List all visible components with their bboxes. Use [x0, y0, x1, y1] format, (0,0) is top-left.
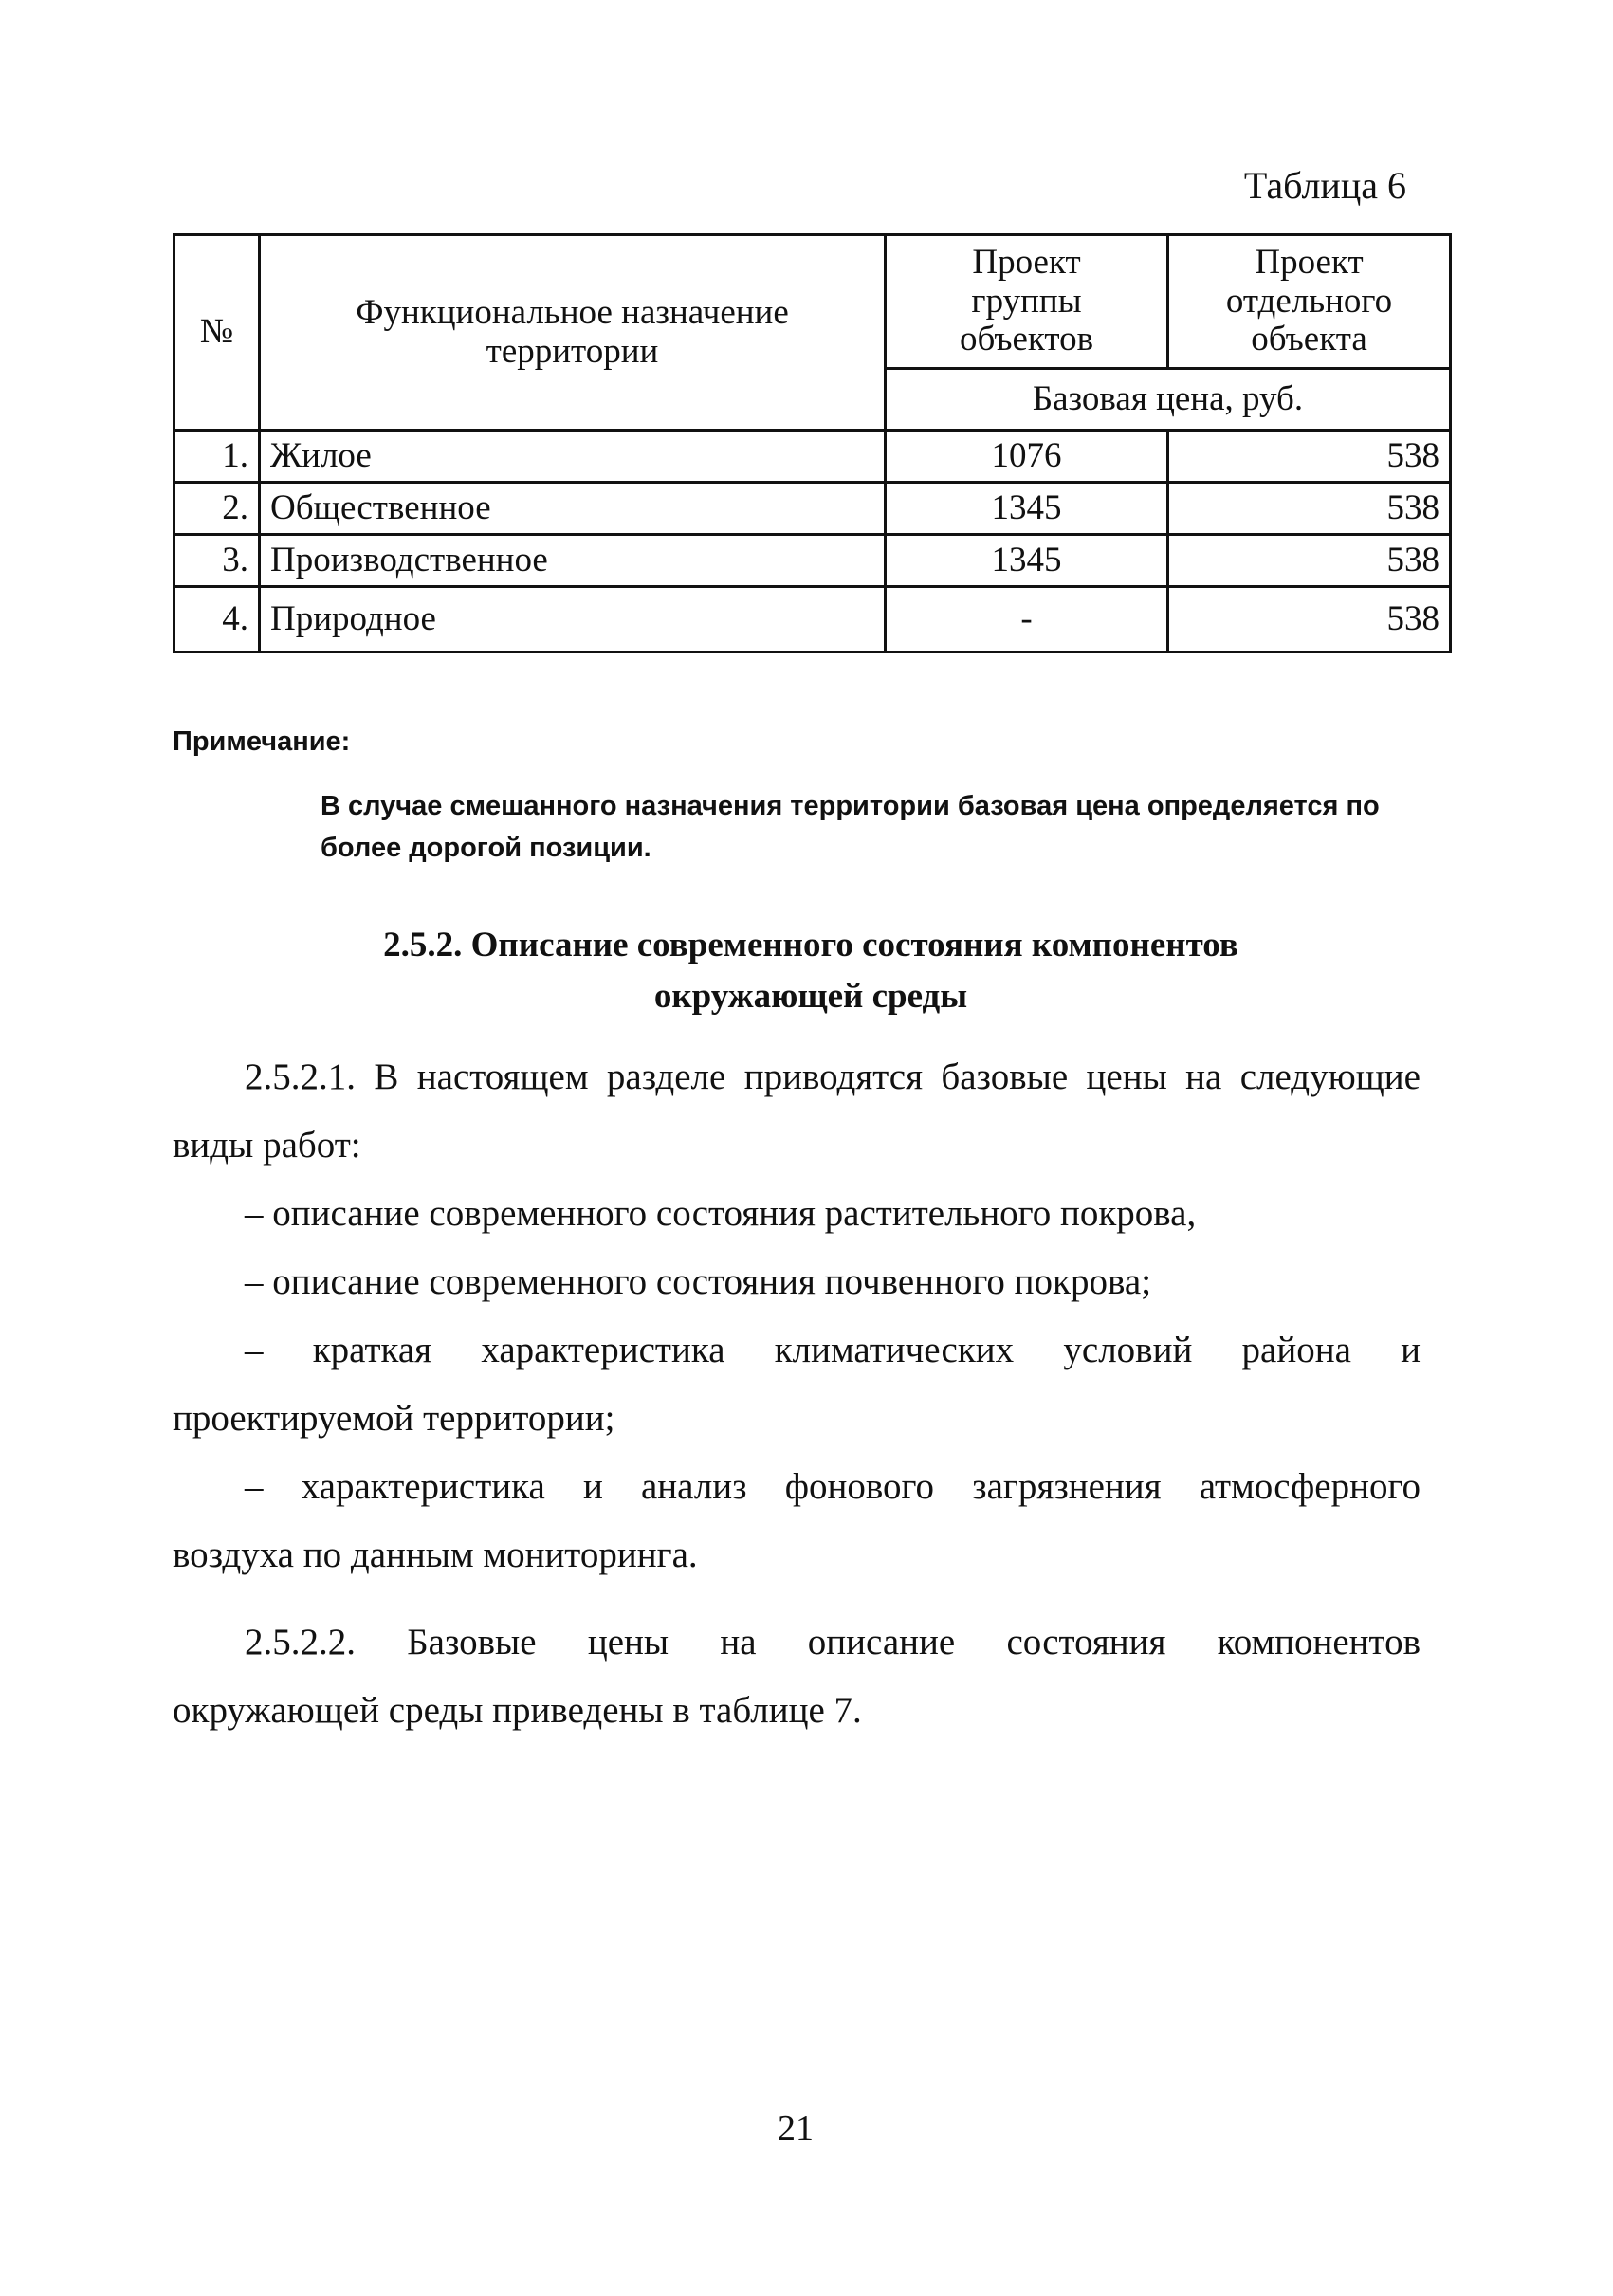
- section-heading: [173, 920, 1449, 1022]
- list-item-continuation: воздуха по данным мониторинга.: [173, 1534, 698, 1575]
- list-item: – описание современного состояния растительного покрова,: [245, 1193, 1197, 1234]
- row-group-price: 1076: [886, 431, 1168, 483]
- row-name: Природное: [260, 587, 886, 652]
- row-name: Производственное: [260, 535, 886, 587]
- row-group-price: 1345: [886, 483, 1168, 535]
- list-item: – характеристика и анализ фонового загрязнения атмосферного: [245, 1466, 1421, 1507]
- table-header-row: [174, 235, 1451, 369]
- paragraph-1-line1: 2.5.2.1. В настоящем разделе приводятся базовые цены на следующие: [245, 1056, 1421, 1097]
- row-name: Общественное: [260, 483, 886, 535]
- table-row: [174, 483, 1451, 535]
- header-single-project: Проект отдельного объекта: [1168, 235, 1451, 369]
- row-num: 2.: [174, 483, 260, 535]
- paragraph-2-line2: окружающей среды приведены в таблице 7.: [173, 1690, 862, 1731]
- row-name: Жилое: [260, 431, 886, 483]
- row-group-price: -: [886, 587, 1168, 652]
- paragraph-1-line2: виды работ:: [173, 1125, 361, 1166]
- table-row: [174, 587, 1451, 652]
- table-row: [174, 431, 1451, 483]
- header-function: Функциональное назначение территории: [260, 235, 886, 431]
- section-heading-line1: 2.5.2. Описание современного состояния компонентов: [383, 926, 1238, 964]
- row-single-price: 538: [1168, 483, 1451, 535]
- list-item: – описание современного состояния почвенного покрова;: [245, 1261, 1152, 1302]
- page-number: 21: [778, 2108, 814, 2148]
- price-table: [173, 233, 1452, 653]
- section-heading-line2: окружающей среды: [653, 977, 968, 1016]
- note-label: Примечание:: [173, 726, 351, 757]
- row-num: 3.: [174, 535, 260, 587]
- list-item-continuation: проектируемой территории;: [173, 1398, 615, 1439]
- row-single-price: 538: [1168, 535, 1451, 587]
- row-group-price: 1345: [886, 535, 1168, 587]
- list-item: – краткая характеристика климатических условий района и: [245, 1330, 1421, 1370]
- header-num: №: [174, 235, 260, 431]
- row-num: 4.: [174, 587, 260, 652]
- header-base-price: Базовая цена, руб.: [886, 369, 1451, 431]
- table-row: [174, 535, 1451, 587]
- note-text: В случае смешанного назначения территории базовая цена определяется по более дорогой позиции.: [321, 791, 1380, 863]
- table-caption: Таблица 6: [1243, 164, 1406, 207]
- paragraph-2-line1: 2.5.2.2. Базовые цены на описание состояния компонентов: [245, 1622, 1421, 1662]
- row-single-price: 538: [1168, 587, 1451, 652]
- header-group-project: Проект группы объектов: [886, 235, 1168, 369]
- row-single-price: 538: [1168, 431, 1451, 483]
- row-num: 1.: [174, 431, 260, 483]
